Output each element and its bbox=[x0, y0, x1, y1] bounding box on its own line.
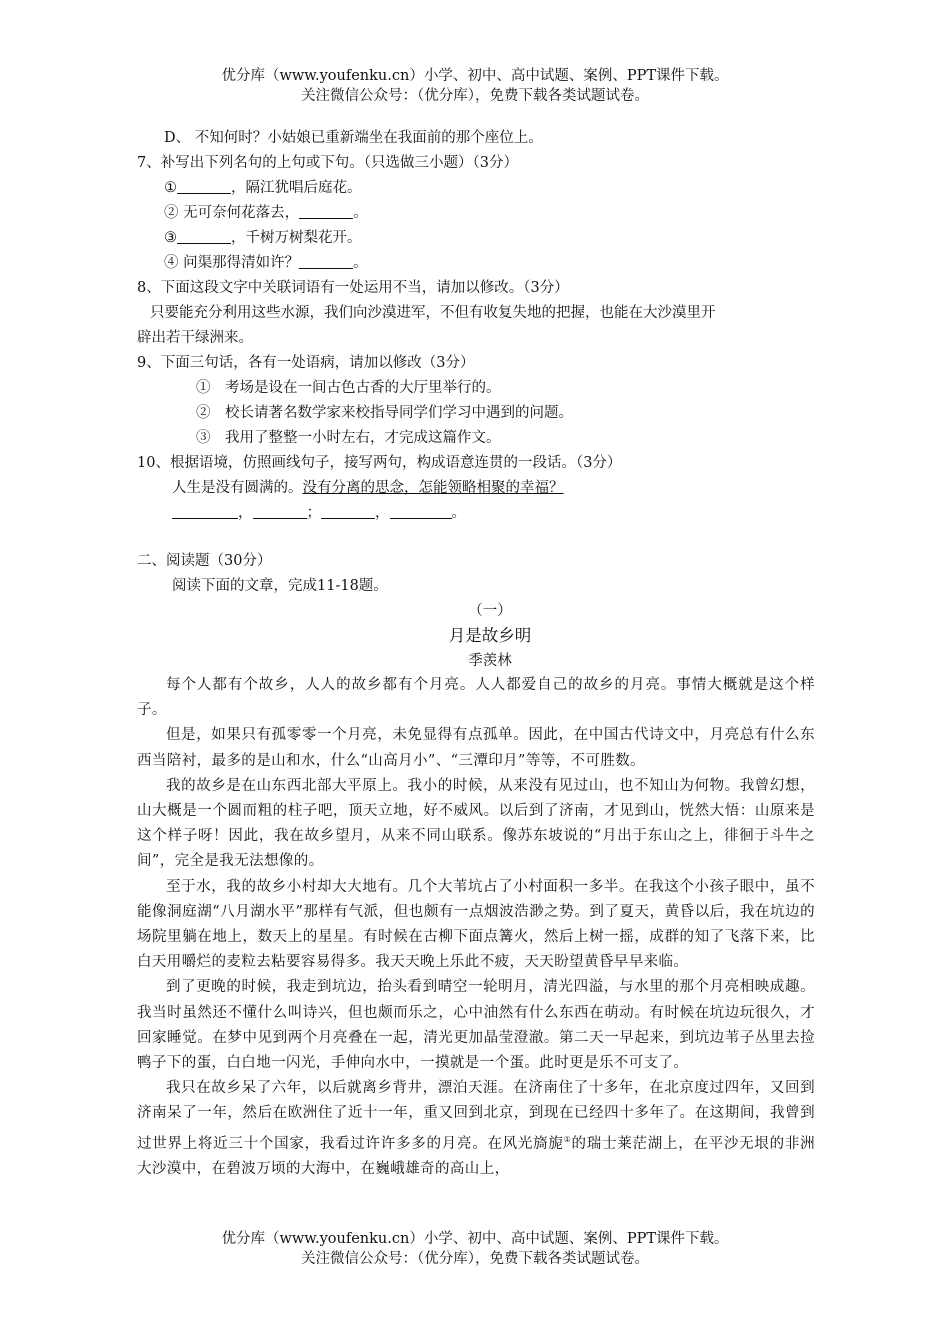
article-paragraph: 每个人都有个故乡，人人的故乡都有个月亮。人人都爱自己的故乡的月亮。事情大概就是这个样子。 bbox=[137, 677, 815, 719]
q10-sep-3: ， bbox=[375, 505, 390, 521]
q10-context bbox=[172, 478, 852, 498]
page-footer bbox=[0, 1229, 950, 1269]
q9-sentence-3: ③ 我用了整整一小时左右，才完成这篇作文。 bbox=[196, 430, 501, 446]
footnote-marker: ① bbox=[563, 1134, 572, 1144]
q10-answer-line bbox=[172, 503, 852, 523]
answer-blank[interactable] bbox=[177, 229, 231, 244]
q10-end: 。 bbox=[451, 505, 466, 521]
q7-stem: 7、补写出下列名句的上句或下句。（只选做三小题）（3分） bbox=[137, 155, 518, 171]
q9-stem: 9、下面三句话，各有一处语病，请加以修改（3分） bbox=[137, 355, 475, 371]
answer-blank[interactable] bbox=[299, 254, 353, 269]
section-part-label: （一） bbox=[468, 603, 512, 619]
q10-sep-2: ； bbox=[306, 505, 321, 521]
q8-stem: 8、下面这段文字中关联词语有一处运用不当，请加以修改。（3分） bbox=[137, 280, 569, 296]
q7-item-4-pre: ④ 问渠那得清如许？ bbox=[164, 255, 300, 271]
article-body bbox=[137, 673, 815, 1182]
q7-item-2-pre: ② 无可奈何花落去， bbox=[164, 205, 300, 221]
answer-blank[interactable] bbox=[390, 504, 452, 519]
header-line-2: 关注微信公众号：（优分库），免费下载各类试题试卷。 bbox=[301, 88, 649, 104]
q10-stem: 10、根据语境，仿照画线句子，接写两句，构成语意连贯的一段话。（3分） bbox=[137, 455, 622, 471]
article-author: 季羡林 bbox=[468, 653, 512, 669]
q9-sentence-1: ① 考场是设在一间古色古香的大厅里举行的。 bbox=[196, 380, 501, 396]
article-paragraph: 到了更晚的时候，我走到坑边，抬头看到晴空一轮明月，清光四溢，与水里的那个月亮相映成趣。我当时虽然还不懂什么叫诗兴，但也颇而乐之，心中油然有什么东西在萌动。有时候在坑边玩很久，才回家睡觉。在梦中见到两个月亮叠在一起，清光更加晶莹澄澈。第二天一早起来，到坑边苇子丛里去捡鸭子下的蛋，白白地一闪光，手伸向水中，一摸就是一个蛋。此时更是乐不可支了。 bbox=[137, 979, 815, 1072]
answer-blank[interactable] bbox=[172, 504, 238, 519]
q8-text-line-1: 只要能充分利用这些水源，我们向沙漠进军，不但有收复失地的把握，也能在大沙漠里开 bbox=[150, 305, 716, 321]
header-line-1: 优分库（www.youfenku.cn）小学、初中、高中试题、案例、PPT课件下载。 bbox=[221, 68, 729, 84]
q10-underlined-sentence: 没有分离的思念，怎能领略相聚的幸福？ bbox=[302, 480, 564, 496]
article-paragraph: 但是，如果只有孤零零一个月亮，未免显得有点孤单。因此，在中国古代诗文中，月亮总有什么东西当陪衬，最多的是山和水，什么“山高月小”、“三潭印月”等等，不可胜数。 bbox=[137, 727, 815, 769]
footer-line-1: 优分库（www.youfenku.cn）小学、初中、高中试题、案例、PPT课件下载。 bbox=[221, 1231, 729, 1247]
q10-plain-sentence: 人生是没有圆满的。 bbox=[172, 480, 303, 496]
q7-item-4 bbox=[164, 253, 844, 273]
paragraph-text: 我只在故乡呆了六年，以后就离乡背井，漂泊天涯。在济南住了十多年，在北京度过四年，又回到济南呆了一年，然后在欧洲住了近十一年，重又回到北京，到现在已经四十多年了。在这期间，我曾到过世界上将近三十个国家，我看过许许多多的月亮。在风光旖旎 bbox=[137, 1080, 815, 1152]
answer-blank[interactable] bbox=[321, 504, 375, 519]
article-paragraph: 我的故乡是在山东西北部大平原上。我小的时候，从来没有见过山，也不知山为何物。我曾幻想，山大概是一个圆而粗的柱子吧，顶天立地，好不威风。以后到了济南，才见到山，恍然大悟：山原来是这个样子呀！因此，我在故乡望月，从来不同山联系。像苏东坡说的“月出于东山之上，徘徊于斗牛之间”，完全是我无法想像的。 bbox=[137, 777, 815, 870]
q7-item-3-pre: ③ bbox=[164, 230, 177, 246]
q10-sep-1: ， bbox=[238, 505, 253, 521]
section-2-heading: 二、阅读题（30分） bbox=[137, 553, 272, 569]
q7-item-3-post: ，千树万树梨花开。 bbox=[231, 230, 362, 246]
section-2-instruction: 阅读下面的文章，完成11-18题。 bbox=[172, 578, 388, 594]
answer-blank[interactable] bbox=[177, 179, 231, 194]
q7-item-2 bbox=[164, 203, 844, 223]
q7-item-4-post: 。 bbox=[353, 255, 368, 271]
q8-text-line-2: 辟出若干绿洲来。 bbox=[137, 330, 253, 346]
q7-item-1-pre: ① bbox=[164, 180, 177, 196]
q9-sentence-2: ② 校长请著名数学家来校指导同学们学习中遇到的问题。 bbox=[196, 405, 573, 421]
paragraph-text: 的瑞士莱茫湖上，在平沙无垠的非洲大沙漠中，在碧波万顷的大海中，在巍峨雄奇的高山上， bbox=[137, 1135, 815, 1177]
q7-item-1 bbox=[164, 178, 844, 198]
q7-item-1-post: ，隔江犹唱后庭花。 bbox=[231, 180, 362, 196]
footer-line-2: 关注微信公众号：（优分库），免费下载各类试题试卷。 bbox=[301, 1251, 649, 1267]
article-title: 月是故乡明 bbox=[448, 626, 532, 645]
answer-blank[interactable] bbox=[299, 204, 353, 219]
page-header bbox=[0, 66, 950, 106]
article-paragraph bbox=[137, 1076, 815, 1182]
answer-blank[interactable] bbox=[253, 504, 307, 519]
article-paragraph: 至于水，我的故乡小村却大大地有。几个大苇坑占了小村面积一多半。在我这个小孩子眼中，虽不能像洞庭湖“八月湖水平”那样有气派，但也颇有一点烟波浩渺之势。到了夏天，黄昏以后，我在坑边的场院里躺在地上，数天上的星星。有时候在古柳下面点篝火，然后上树一摇，成群的知了飞落下来，比白天用嚼烂的麦粒去粘要容易得多。我天天晚上乐此不疲，天天盼望黄昏早早来临。 bbox=[137, 878, 815, 971]
q7-item-3 bbox=[164, 228, 844, 248]
q6-option-d: D、 不知何时？小姑娘已重新端坐在我面前的那个座位上。 bbox=[164, 130, 543, 146]
q7-item-2-post: 。 bbox=[353, 205, 368, 221]
